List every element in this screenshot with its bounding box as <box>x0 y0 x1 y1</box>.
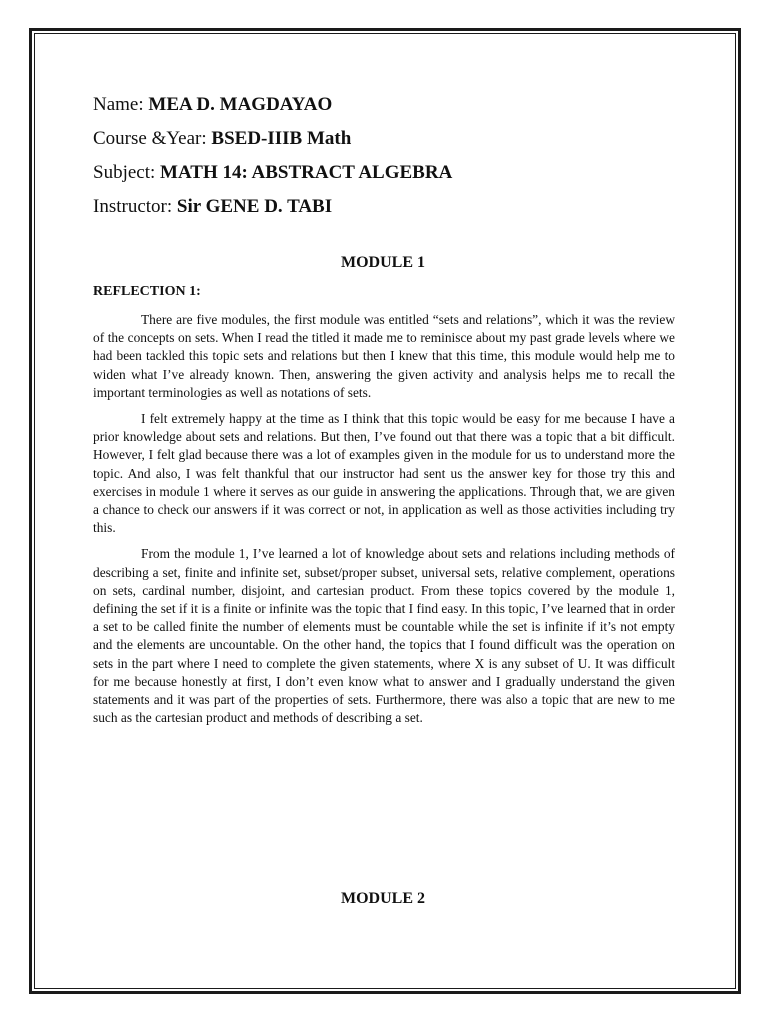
instructor-line <box>93 190 693 224</box>
instructor-value: Sir GENE D. TABI <box>176 196 333 217</box>
course-line <box>93 122 693 156</box>
subject-line <box>93 156 693 190</box>
name-label: Name: <box>93 94 144 115</box>
name-value: MEA D. MAGDAYAO <box>148 94 333 115</box>
paragraph: From the module 1, I’ve learned a lot of knowledge about sets and relations including methods of describing a set, finite and infinite set, subset/proper subset, universal sets, relative complement, operations on sets, cardinal number, disjoint, and cartesian product. From these topics covered by the module 1, defining the set if it is a finite or infinite was the topic that I find easy. In this topic, I’ve learned that in order a set to be called finite the number of elements must be countable while the set is infinite if it’s not empty and the elements are uncountable. On the other hand, the topics that I found difficult was the operation on sets in the part where I need to complete the given statements, where X is any subset of U. It was difficult for me because honestly at first, I don’t even know what to answer and I gradually understand the given statements and it was part of the properties of sets. Furthermore, there was also a topic that are new to me such as the cartesian product and methods of describing a set. <box>93 546 675 726</box>
module-1-title: MODULE 1 <box>341 254 425 271</box>
subject-label: Subject: <box>93 162 156 183</box>
instructor-label: Instructor: <box>93 196 173 217</box>
reflection-body <box>93 311 675 735</box>
paragraph: There are five modules, the first module was entitled “sets and relations”, which it was the review of the concepts on sets. When I read the titled it made me to reminisce about my past grade levels where we had been tackled this topic sets and relations but then I knew that this time, this module would help me to widen what I’ve already known. Then, answering the given activity and analysis helps me to recall the important terminologies as well as notations of sets. <box>93 312 675 400</box>
name-line <box>93 88 693 122</box>
student-info-header <box>93 88 693 224</box>
module-2-title: MODULE 2 <box>341 890 425 907</box>
paragraph: I felt extremely happy at the time as I think that this topic would be easy for me because I have a prior knowledge about sets and relations. But then, I’ve found out that there was a topic that a bit difficult. However, I felt glad because there was a lot of examples given in the module for us to understand more the topic. And also, I was felt thankful that our instructor had sent us the answer key for those try this and exercises in module 1 where it serves as our guide in answering the applications. Through that, we are given a chance to check our answers if it was correct or not, in application as well as those activities including try this. <box>93 411 675 536</box>
subject-value: MATH 14: ABSTRACT ALGEBRA <box>160 162 453 183</box>
course-label: Course &Year: <box>93 128 207 149</box>
reflection-heading: REFLECTION 1: <box>93 284 201 299</box>
course-value: BSED-IIIB Math <box>211 128 352 149</box>
